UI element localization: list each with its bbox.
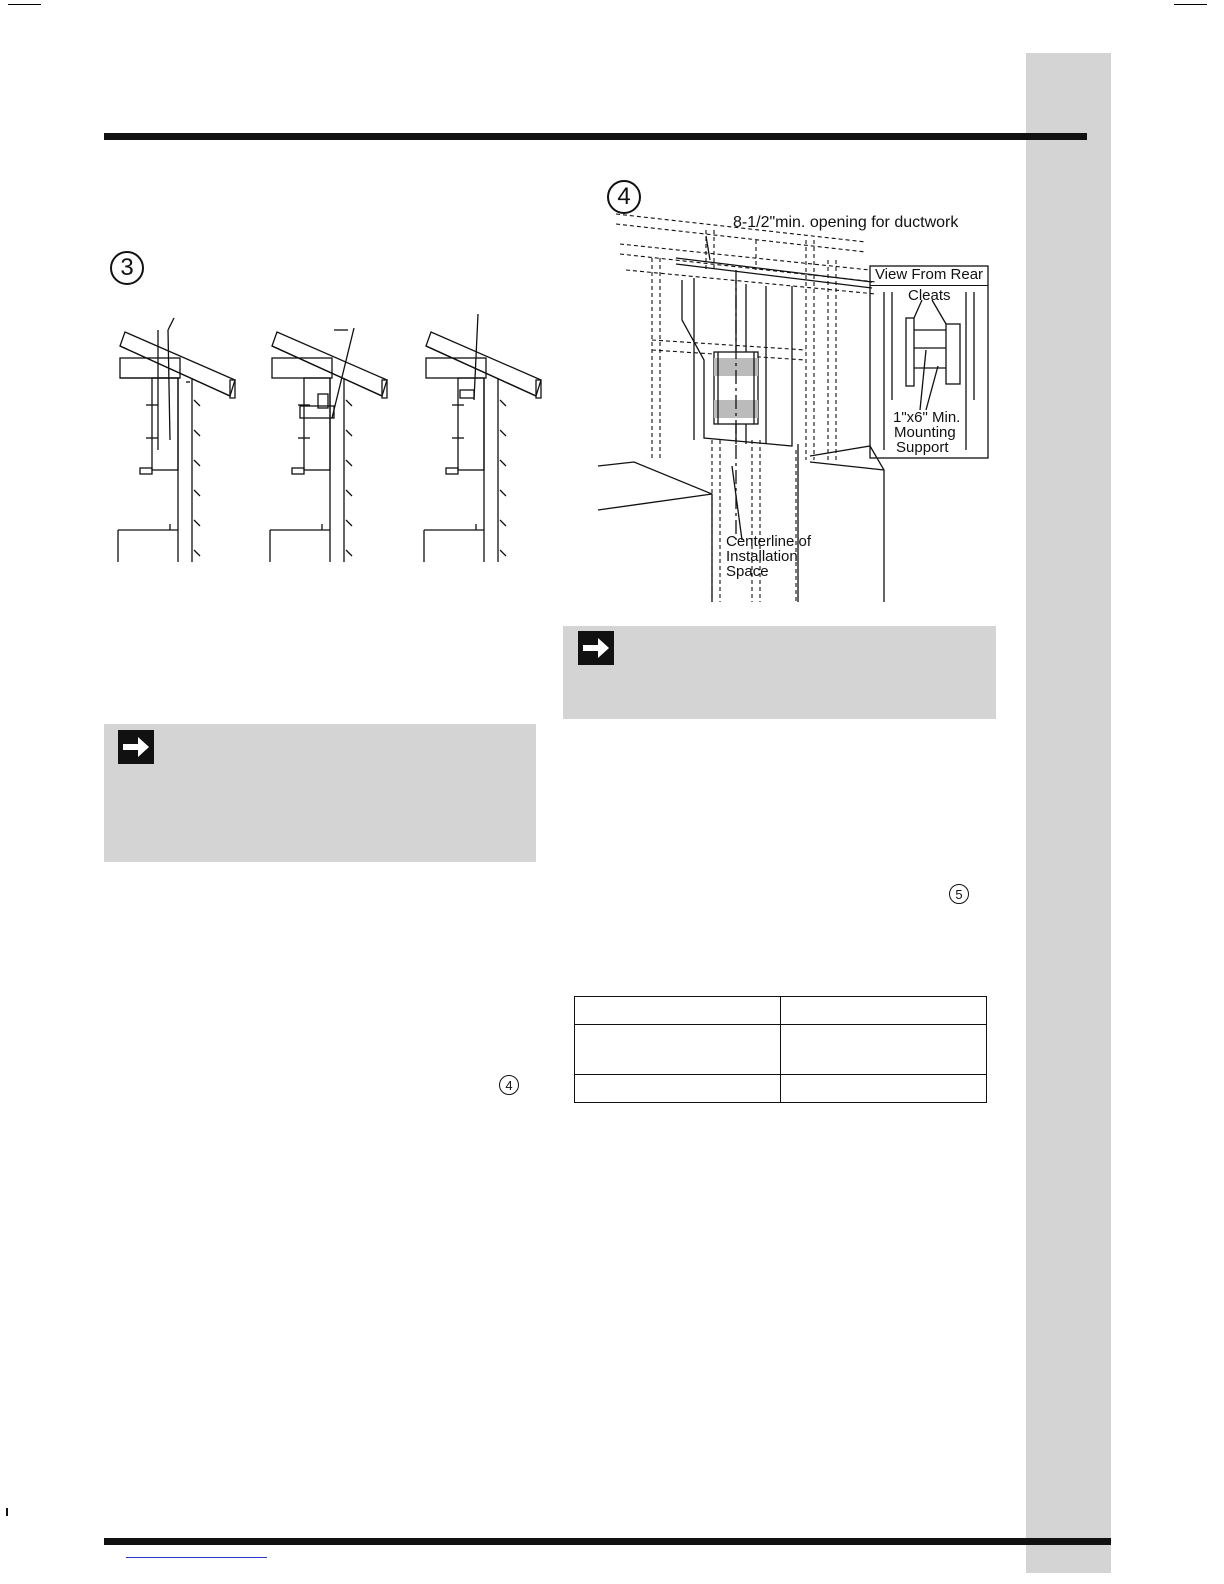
vent-option-3	[424, 314, 541, 562]
centerline-label-line-1: Centerline of	[726, 533, 812, 550]
figure-4-number: 4	[607, 180, 641, 214]
table-row	[575, 1025, 987, 1075]
table-cell	[781, 997, 987, 1025]
table-row	[575, 1075, 987, 1103]
note-box-left	[104, 724, 536, 862]
footer-rule	[104, 1538, 1111, 1545]
table-row	[575, 997, 987, 1025]
table-cell	[575, 997, 781, 1025]
figure-4-reference: 4	[499, 1075, 519, 1095]
crop-mark-right	[1174, 4, 1207, 5]
support-label-line-2: Mounting	[894, 424, 956, 441]
header-rule	[104, 133, 1087, 140]
table-cell	[575, 1075, 781, 1103]
arrow-right-icon	[578, 631, 614, 665]
footer-link-underline[interactable]	[126, 1557, 267, 1558]
crop-mark-left	[8, 4, 41, 5]
table-cell	[781, 1075, 987, 1103]
arrow-right-icon	[118, 730, 154, 764]
ductwork-opening-label: 8-1/2"min. opening for ductwork	[733, 214, 959, 231]
margin-mark	[6, 1508, 8, 1516]
vent-option-1	[118, 318, 235, 562]
vent-option-2	[270, 328, 387, 562]
support-label-line-3: Support	[896, 439, 949, 456]
figure-5-reference: 5	[949, 884, 969, 904]
figure-3-illustration	[110, 310, 550, 562]
inset-title: View From Rear	[870, 265, 988, 286]
support-label-line-1: 1"x6" Min.	[893, 409, 961, 426]
spec-table	[574, 996, 987, 1103]
centerline-label-line-3: Space	[726, 563, 769, 580]
table-cell	[781, 1025, 987, 1075]
table-cell	[575, 1025, 781, 1075]
note-box-right	[563, 626, 996, 719]
cleats-label: Cleats	[908, 287, 951, 304]
figure-3-number: 3	[110, 251, 144, 285]
centerline-label-line-2: Installation	[726, 548, 798, 565]
side-tab	[1026, 53, 1111, 1573]
